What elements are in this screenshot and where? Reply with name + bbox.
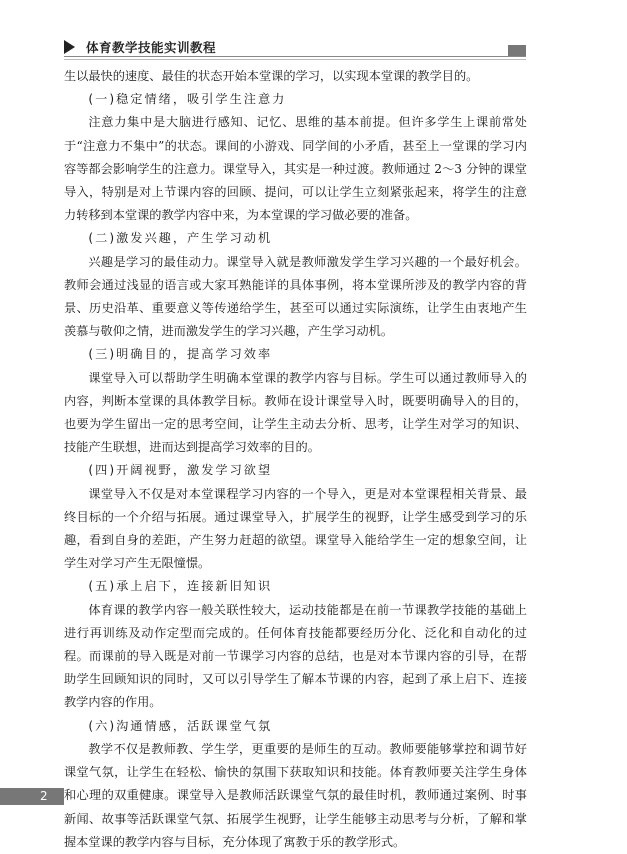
- section-paragraph-6: 教学不仅是教师教、学生学，更重要的是师生的互动。教师要能够掌控和调节好课堂气氛，让学生在轻松、愉快的氛围下获取知识和技能。体育教师要关注学生身体和心理的双重健康。课堂导入是教师活跃课堂气氛的最佳时机，教师通过案例、时事新闻、故事等活跃课堂气氛、拓展学生视野，让学生能够主动思考与分析，了解和掌握本堂课的教学内容与目标，充分体现了寓教于乐的教学形式。: [64, 741, 527, 849]
- section-paragraph-2: 兴趣是学习的最佳动力。课堂导入就是教师激发学生学习兴趣的一个最好机会。教师会通过浅显的语言或大家耳熟能详的具体事例，将本堂课所涉及的教学内容的背景、历史沿革、重要意义等传递给学生，甚至可以通过实际演练，让学生由衷地产生羡慕与敬仰之情，进而激发学生的学习兴趣，产生学习动机。: [64, 254, 527, 339]
- section-heading-4: (四)开阔视野，激发学习欲望: [88, 463, 273, 478]
- header-rule: [64, 56, 526, 57]
- book-title: 体育教学技能实训教程: [86, 40, 217, 55]
- page-body: [64, 65, 527, 854]
- header-rule-secondary: [64, 59, 526, 60]
- running-header: [64, 40, 526, 62]
- header-triangle-icon: [64, 40, 75, 54]
- section-heading-2: (二)激发兴趣，产生学习动机: [88, 231, 273, 246]
- section-heading-5: (五)承上启下，连接新旧知识: [88, 579, 273, 594]
- section-paragraph-3: 课堂导入可以帮助学生明确本堂课的教学内容与目标。学生可以通过教师导入的内容，判断本堂课的具体教学目标。教师在设计课堂导入时，既要明确导入的目的，也要为学生留出一定的思考空间，让学生主动去分析、思考，让学生对学习的知识、技能产生联想，进而达到提高学习效率的目的。: [64, 370, 527, 455]
- paragraph-continued: 生以最快的速度、最佳的状态开始本堂课的学习，以实现本堂课的教学目的。: [64, 69, 479, 83]
- section-heading-3: (三)明确目的，提高学习效率: [88, 347, 273, 362]
- header-block: [508, 45, 526, 56]
- section-paragraph-4: 课堂导入不仅是对本堂课程学习内容的一个导入，更是对本堂课程相关背景、最终目标的一个介绍与拓展。通过课堂导入，扩展学生的视野，让学生感受到学习的乐趣，看到自身的差距，产生努力赶超的欲望。课堂导入能给学生一定的想象空间，让学生对学习产生无限憧憬。: [64, 486, 527, 571]
- section-heading-6: (六)沟通情感，活跃课堂气氛: [88, 718, 273, 733]
- page-number: 2: [40, 789, 48, 803]
- page-number-box: [0, 788, 64, 805]
- section-paragraph-1: 注意力集中是大脑进行感知、记忆、思维的基本前提。但许多学生上课前常处于“注意力不集中”的状态。课间的小游戏、同学间的小矛盾，甚至上一堂课的学习内容等都会影响学生的注意力。课堂导入，其实是一种过渡。教师通过 2～3 分钟的课堂导入，特别是对上节课内容的回顾、提问，可以让学生立刻紧张起来，将学生的注意力转移到本堂课的教学内容中来，为本堂课的学习做必要的准备。: [64, 115, 527, 223]
- section-paragraph-5: 体育课的教学内容一般关联性较大，运动技能都是在前一节课教学技能的基础上进行再训练及动作定型而完成的。任何体育技能都要经历分化、泛化和自动化的过程。而课前的导入既是对前一节课学习内容的总结，也是对本节课内容的引导，在帮助学生回顾知识的同时，又可以引导学生了解本节课的内容，起到了承上启下、连接教学内容的作用。: [64, 602, 527, 710]
- section-heading-1: (一)稳定情绪，吸引学生注意力: [88, 92, 287, 107]
